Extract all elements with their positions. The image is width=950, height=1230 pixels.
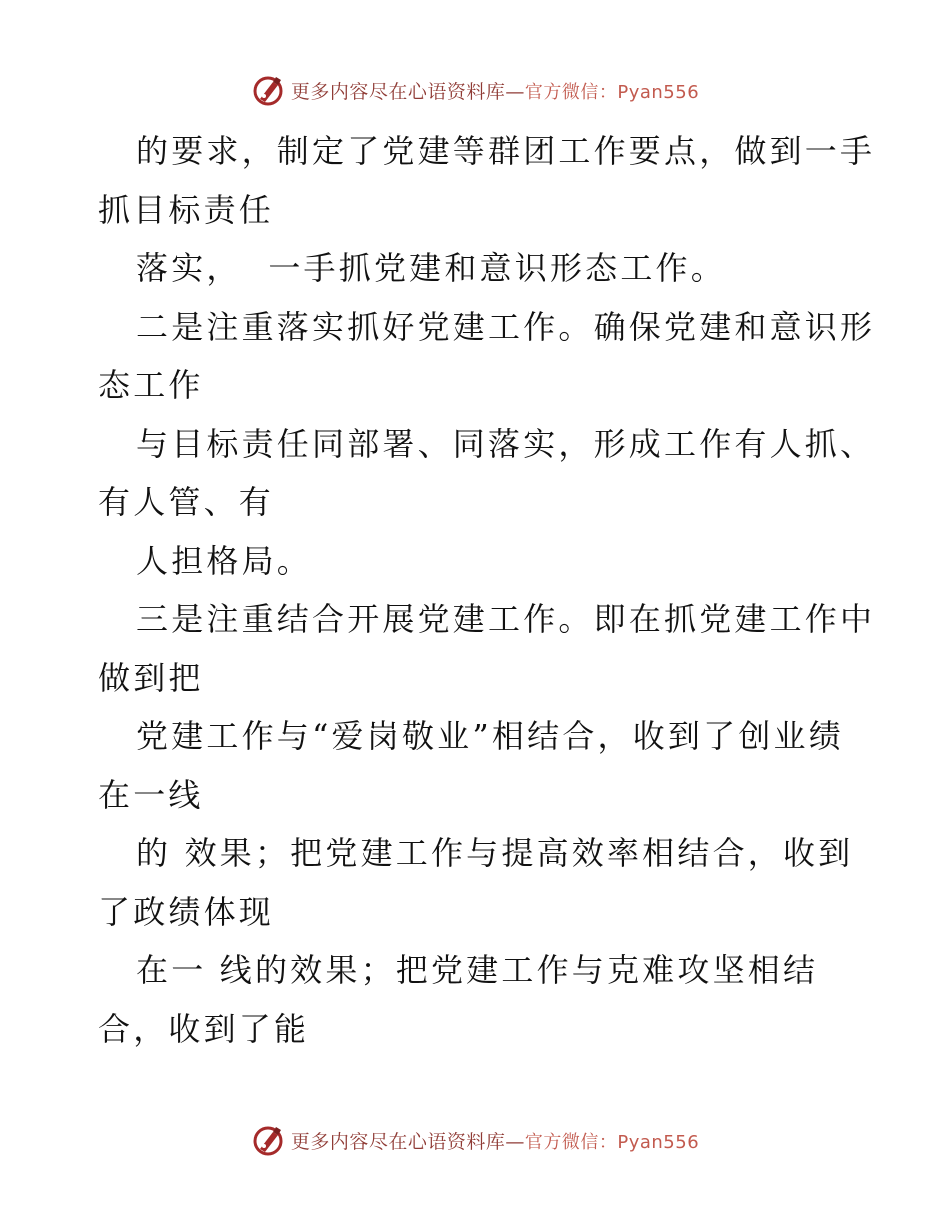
body-line: 与目标责任同部署、同落实，形成工作有人抓、 [136, 424, 876, 463]
footer-banner [0, 1120, 950, 1160]
body-line: 了政绩体现 [98, 892, 275, 931]
body-line: 三是注重结合开展党建工作。即在抓党建工作中 [136, 600, 876, 638]
banner-title: 更多内容尽在心语资料库 [290, 80, 506, 103]
body-line: 二是注重落实抓好党建工作。确保党建和意识形 [136, 307, 876, 346]
document-body [98, 122, 876, 1058]
body-line: 做到把 [98, 658, 204, 697]
banner-dash: — [505, 1130, 525, 1153]
banner-title: 更多内容尽在心语资料库 [290, 1130, 506, 1153]
body-line: 合，收到了能 [98, 1009, 310, 1048]
body-line: 的要求，制定了党建等群团工作要点，做到一手 [136, 132, 876, 170]
body-line: 在一 线的效果；把党建工作与克难攻坚相结 [136, 951, 819, 989]
banner-wechat: 官方微信：Pyan556 [524, 81, 700, 103]
banner-dash: — [505, 80, 525, 103]
body-line: 态工作 [98, 366, 204, 404]
banner-wechat: 官方微信：Pyan556 [524, 1131, 700, 1153]
body-line: 党建工作与“爱岗敬业”相结合，收到了创业绩 [136, 717, 844, 755]
body-line: 人担格局。 [136, 541, 313, 580]
body-line: 的 效果；把党建工作与提高效率相结合，收到 [136, 834, 854, 872]
header-banner [0, 70, 950, 110]
pen-logo-icon [251, 1123, 285, 1157]
body-line: 在一线 [98, 775, 204, 814]
body-line: 抓目标责任 [98, 190, 275, 229]
pen-logo-icon [251, 73, 285, 107]
body-line: 落实， 一手抓党建和意识形态工作。 [136, 249, 726, 287]
banner-text [291, 1127, 699, 1154]
banner-text [291, 77, 699, 104]
body-line: 有人管、有 [98, 483, 275, 521]
